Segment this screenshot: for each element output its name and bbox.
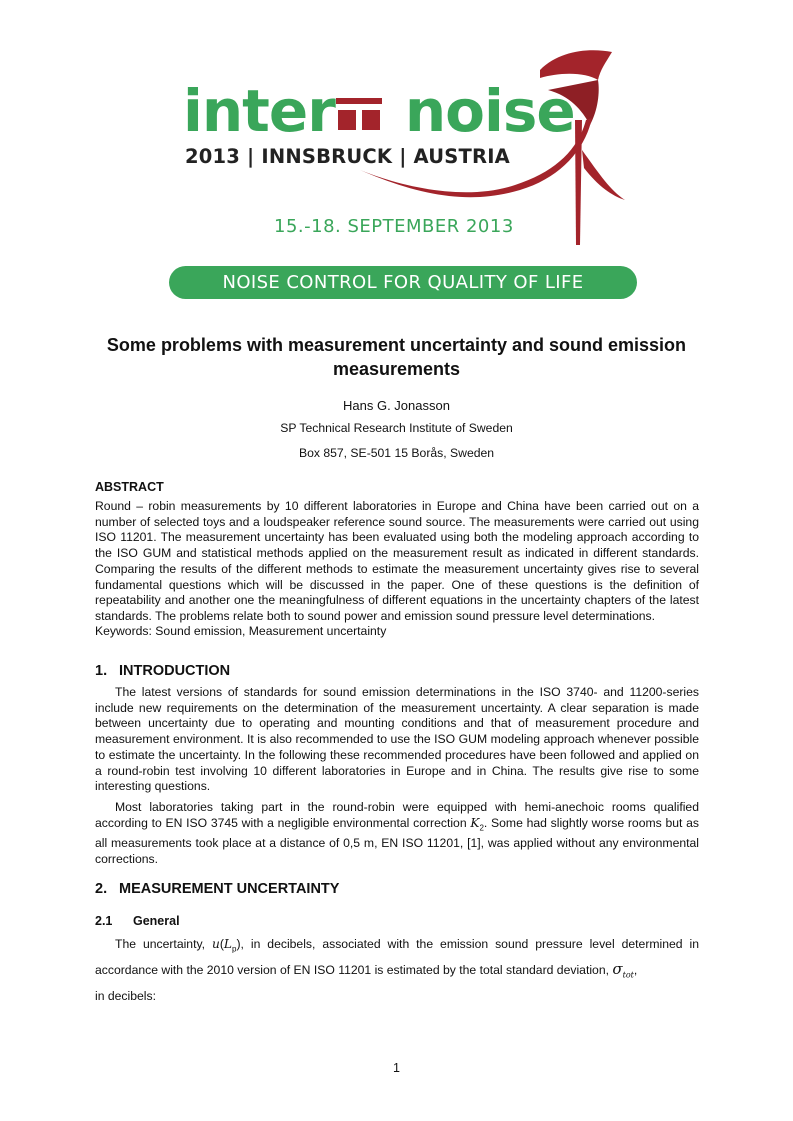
conference-dates: 15.-18. SEPTEMBER 2013 [274, 216, 514, 237]
section-1-number: 1. [95, 663, 108, 679]
subsection-2-1-number: 2.1 [95, 914, 113, 928]
author-address: Box 857, SE-501 15 Borås, Sweden [298, 446, 495, 460]
logo-wordmark [183, 76, 603, 146]
section-2-paragraph-1: The uncertainty, $u(L_p)$, in decibels, associated with the emission sound pressure level determined in accordance with the 2010 version of EN ISO 11201 is estimated by the total standard deviation, $\sigma_{tot}$, in decibels: [95, 937, 700, 1003]
section-1-title: INTRODUCTION [119, 663, 231, 679]
logo-word-right: noise [404, 77, 575, 145]
author-name: Hans G. Jonasson [343, 398, 450, 413]
symbol-u: u [212, 937, 220, 951]
symbol-K: K [470, 815, 480, 830]
symbol-L: L [223, 937, 233, 951]
section-2-number: 2. [95, 881, 108, 897]
section-1-heading [95, 663, 230, 679]
subsection-2-1-heading [95, 914, 180, 928]
intro-paragraph-1: The latest versions of standards for sound emission determinations in the ISO 3740- and 11200-series include new requirements on the determination of the measurement uncertainty. A clear separation is made between uncertainty due to operating and mounting conditions and that of measurement procedure and measurement environment. It is also recommended to use the ISO GUM modeling approach whenever possible to estimate the uncertainty. In the following these recommended procedures have been followed and applied on a round-robin test involving 10 different laboratories in Europe and in China. The results give rise to some interesting questions. [95, 685, 699, 794]
logo-subtitle: 2013 | INNSBRUCK | AUSTRIA [185, 145, 510, 168]
logo-word-left: inter [183, 77, 335, 145]
author-affiliation: SP Technical Research Institute of Sweden [280, 421, 513, 435]
page-number: 1 [393, 1061, 400, 1075]
abstract-text: Round – robin measurements by 10 different laboratories in Europe and China have been carried out on a number of selected toys and a loudspeaker reference sound source. The measurements were carried out using ISO 11201. The measurement uncertainty has been evaluated using both the modeling approach according to the ISO GUM and statistical methods applied on the measurement result as indicated in different standards. Comparing the results of the different methods to estimate the measurement uncertainty gives rise to several fundamental questions which will be discussed in the paper. One of these questions is the definition of repeatability and another one the meaningfulness of different equations in the uncertainty chapters of the latest standards. The problems relate both to sound power and emission sound pressure level determinations. [95, 499, 699, 623]
section-2-title: MEASUREMENT UNCERTAINTY [119, 881, 340, 897]
keywords: Keywords: Sound emission, Measurement uncertainty [95, 624, 387, 638]
paper-title: Some problems with measurement uncertainty and sound emission measurements [106, 335, 687, 379]
subsection-2-1-title: General [133, 914, 180, 928]
abstract-heading: ABSTRACT [95, 480, 164, 494]
intro-paragraph-2: Most laboratories taking part in the round-robin were equipped with hemi-anechoic rooms qualified according to EN ISO 3745 with a negligible environmental correction $K_2$. Some had slightly worse rooms but as all measurements took place at a distance of 0,5 m, EN ISO 11201, [1], was applied without any environmental corrections. [95, 800, 699, 866]
section-2-heading [95, 881, 339, 897]
conference-banner: NOISE CONTROL FOR QUALITY OF LIFE [169, 266, 637, 299]
symbol-sigma: σ [612, 960, 623, 979]
